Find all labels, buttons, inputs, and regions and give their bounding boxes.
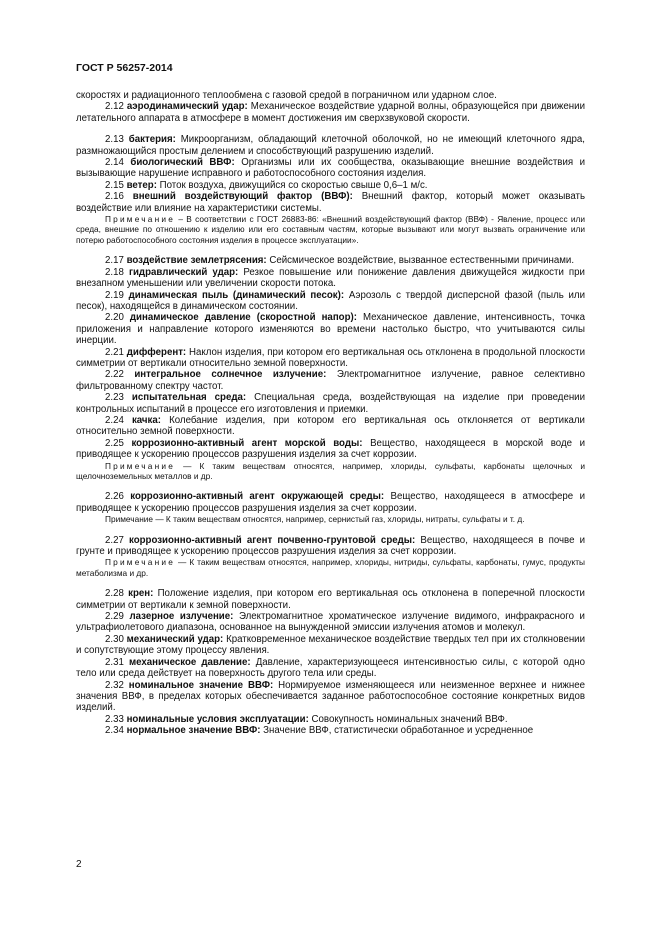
definition-2-16: 2.16 внешний воздействующий фактор (ВВФ): Внешний фактор, который может оказывать воздействие или влияние на характеристики системы. <box>76 191 585 214</box>
note-2-25: Примечание — К таким веществам относятся, например, хлориды, сульфаты, карбонаты щелочных и щелочноземельных металлов и др. <box>76 460 585 481</box>
definition-2-28: 2.28 крен: Положение изделия, при котором его вертикальная ось отклонена в поперечной плоскости симметрии от вертикали к земной поверхности. <box>76 588 585 611</box>
definition-2-27: 2.27 коррозионно-активный агент почвенно-грунтовой среды: Вещество, находящееся в почве и грунте и приводящее к ускорению процессов разрушения изделия за счет коррозии. <box>76 534 585 558</box>
definition-2-14: 2.14 биологический ВВФ: Организмы или их сообщества, оказывающие внешние воздействия и вызывающие нарушение исправного и работоспособного состояния изделия. <box>76 157 585 180</box>
note-2-16: Примечание – В соответствии с ГОСТ 26883-86: «Внешний воздействующий фактор (ВВФ) - Явление, процесс или среда, внешние по отношению к изделию или его составным частям, которые вызывают или могут вызвать ограничение или потерю работоспособного состояния изделия в процессе эксплуатации». <box>76 214 586 245</box>
document-header: ГОСТ Р 56257-2014 <box>76 62 173 74</box>
definition-2-24: 2.24 качка: Колебание изделия, при котором его вертикальная ось отклоняется от вертикали относительно земной поверхности. <box>76 414 585 438</box>
definition-2-32: 2.32 номинальное значение ВВФ: Нормируемое изменяющееся или неизменное верхнее и нижнее значения ВВФ, в пределах которых обеспечивается заданное работоспособное состояние конкретных видов изделий. <box>76 679 585 714</box>
definition-2-33: 2.33 номинальные условия эксплуатации: Совокупность номинальных значений ВВФ. <box>105 713 508 725</box>
page-number: 2 <box>76 859 82 870</box>
definition-2-23: 2.23 испытательная среда: Специальная среда, воздействующая на изделие при проведении контрольных испытаний в процессе его изготовления и приемки. <box>76 392 585 415</box>
definition-2-31: 2.31 механическое давление: Давление, характеризующееся интенсивностью силы, с которой одно тело или среда действует на поверхность другого тела или среды. <box>76 656 585 680</box>
definition-2-17: 2.17 воздействие землетрясения: Сейсмическое воздействие, вызванное естественными причинами. <box>105 255 575 267</box>
definition-2-18: 2.18 гидравлический удар: Резкое повышение или понижение давления движущейся жидкости при внезапном уменьшении или увеличении скорости потока. <box>76 266 585 290</box>
note-2-26: Примечание — К таким веществам относятся, например, сернистый газ, хлориды, нитраты, сульфаты и т. д. <box>105 514 525 525</box>
definition-2-26: 2.26 коррозионно-активный агент окружающей среды: Вещество, находящееся в атмосфере и приводящее к ускорению процессов разрушения изделия за счет коррозии. <box>76 491 585 514</box>
definition-2-22: 2.22 интегральное солнечное излучение: Электромагнитное излучение, равное селективно фильтрованному спектру частот. <box>76 369 585 392</box>
definition-2-30: 2.30 механический удар: Кратковременное механическое воздействие твердых тел при их столкновении и сопутствующие этому процессу явления. <box>76 633 585 657</box>
definition-2-29: 2.29 лазерное излучение: Электромагнитное хроматическое излучение видимого, инфракрасного и ультрафиолетового диапазона, основанное на вынужденной эмиссии излучения атомов и молекул. <box>76 611 585 634</box>
definition-2-13: 2.13 бактерия: Микроорганизм, обладающий клеточной оболочкой, но не имеющий клеточного ядра, размножающийся простым делением и способствующий разрушению изделий. <box>76 134 585 157</box>
paragraph-continuation: скоростях и радиационного теплообмена с газовой средой в пограничном или ударном слое. <box>76 90 497 101</box>
note-2-27: Примечание — К таким веществам относятся, например, хлориды, нитриды, сульфаты, карбонаты, гумус, продукты метаболизма и др. <box>76 557 585 578</box>
definition-2-34: 2.34 нормальное значение ВВФ: Значение ВВФ, статистически обработанное и усредненное <box>105 725 534 737</box>
definition-2-19: 2.19 динамическая пыль (динамический песок): Аэрозоль с твердой дисперсной фазой (пыль или песок), находящейся в динамическом состоянии. <box>76 289 585 312</box>
definition-2-12: 2.12 аэродинамический удар: Механическое воздействие ударной волны, образующейся при движении летательного аппарата в атмосфере в момент достижения им сверхзвуковой скорости. <box>76 101 585 124</box>
document-body <box>76 90 585 737</box>
definition-2-21: 2.21 дифферент: Наклон изделия, при котором его вертикальная ось отклонена в продольной плоскости симметрии от вертикали относительно земной поверхности. <box>76 346 586 369</box>
definition-2-25: 2.25 коррозионно-активный агент морской воды: Вещество, находящееся в морской воде и приводящее к ускорению процессов разрушения изделия за счет коррозии. <box>76 437 586 461</box>
definition-2-20: 2.20 динамическое давление (скоростной напор): Механическое давление, интенсивность, точка приложения и направление которого изменяются во времени настолько быстро, что учитываются силы инерции. <box>76 312 585 347</box>
definition-2-15: 2.15 ветер: Поток воздуха, движущийся со скоростью свыше 0,6–1 м/с. <box>105 179 428 191</box>
